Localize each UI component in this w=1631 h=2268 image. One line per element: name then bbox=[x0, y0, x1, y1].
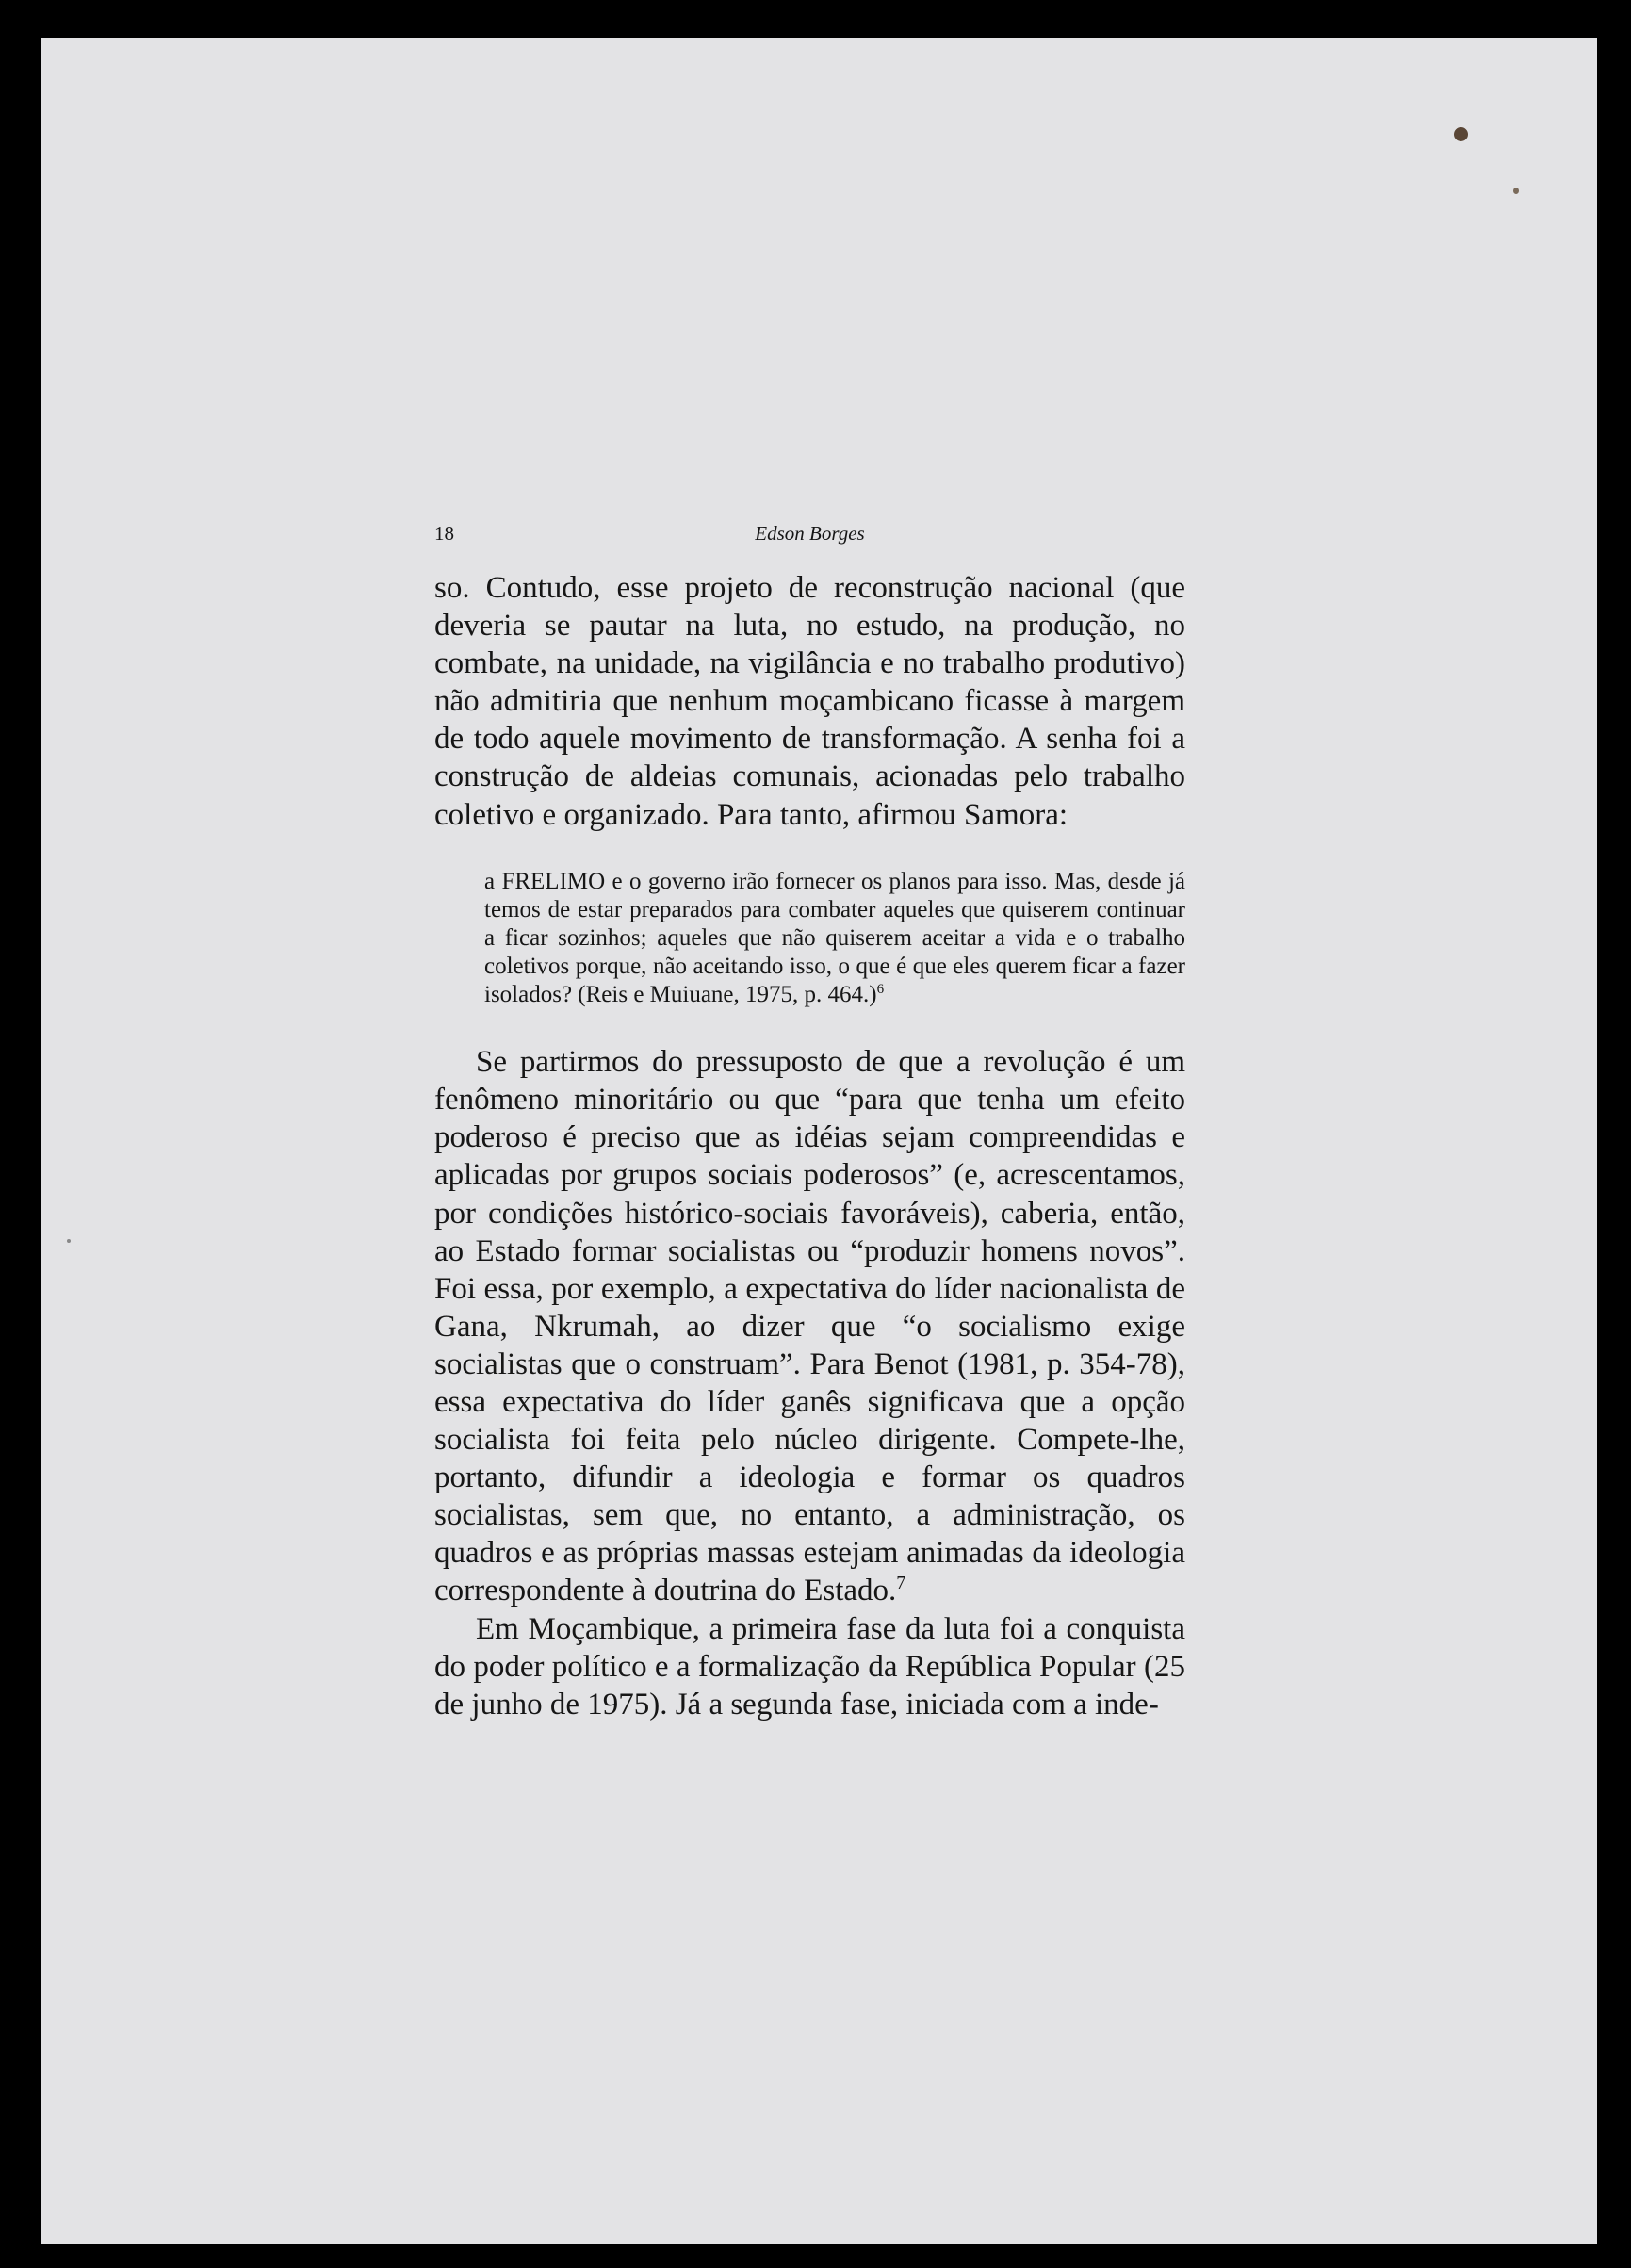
paragraph-2-text: Se partirmos do pressuposto de que a revolução é um fenômeno minoritário ou que “para que tenha um efeito poderoso é preciso que as idéias sejam compreendidas e aplicadas por grupos sociais poderosos” (e, acrescentamos, por condições histórico-sociais favoráveis), caberia, então, ao Estado formar socialistas ou “produzir homens novos”. Foi essa, por exemplo, a expectativa do líder nacionalista de Gana, Nkrumah, ao dizer que “o socialismo exige socialistas que o construam”. Para Benot (1981, p. 354-78), essa expectativa do líder ganês significava que a opção socialista foi feita pelo núcleo dirigente. Compete-lhe, portanto, difundir a ideologia e formar os quadros socialistas, sem que, no entanto, a administração, os quadros e as próprias massas estejam animadas da ideologia correspondente à doutrina do Estado. bbox=[434, 1045, 1185, 1608]
paragraph-3: Em Moçambique, a primeira fase da luta foi a conquista do poder político e a formalização da República Popular (25 de junho de 1975). Já a segunda fase, iniciada com a inde- bbox=[434, 1611, 1185, 1721]
text-block bbox=[434, 512, 1185, 1723]
block-quote-text: a FRELIMO e o governo irão fornecer os planos para isso. Mas, desde já temos de estar preparados para combater aqueles que quiserem continuar a ficar sozinhos; aqueles que não quiserem aceitar a vida e o trabalho coletivos porque, não aceitando isso, o que é que eles querem ficar a fazer isolados? (Reis e Muiuane, 1975, p. 464.) bbox=[484, 868, 1185, 1008]
block-quote bbox=[484, 868, 1185, 1009]
paragraph-1: so. Contudo, esse projeto de reconstrução nacional (que deveria se pautar na luta, no estudo, na produção, no combate, na unidade, na vigilância e no trabalho produtivo) não admitiria que nenhum moçambicano ficasse à margem de todo aquele movimento de transformação. A senha foi a construção de aldeias comunais, acionadas pelo trabalho coletivo e organizado. Para tanto, afirmou Samora: bbox=[434, 571, 1185, 832]
scanned-page bbox=[41, 38, 1597, 2244]
footnote-ref-7: 7 bbox=[896, 1573, 906, 1594]
footnote-ref-6: 6 bbox=[876, 982, 885, 998]
page-number: 18 bbox=[434, 522, 454, 545]
ink-speck bbox=[1454, 127, 1468, 141]
running-header bbox=[434, 512, 1185, 549]
ink-speck bbox=[67, 1239, 71, 1243]
paragraph-2 bbox=[434, 1043, 1185, 1609]
running-title: Edson Borges bbox=[755, 522, 865, 545]
ink-speck bbox=[1513, 188, 1519, 194]
